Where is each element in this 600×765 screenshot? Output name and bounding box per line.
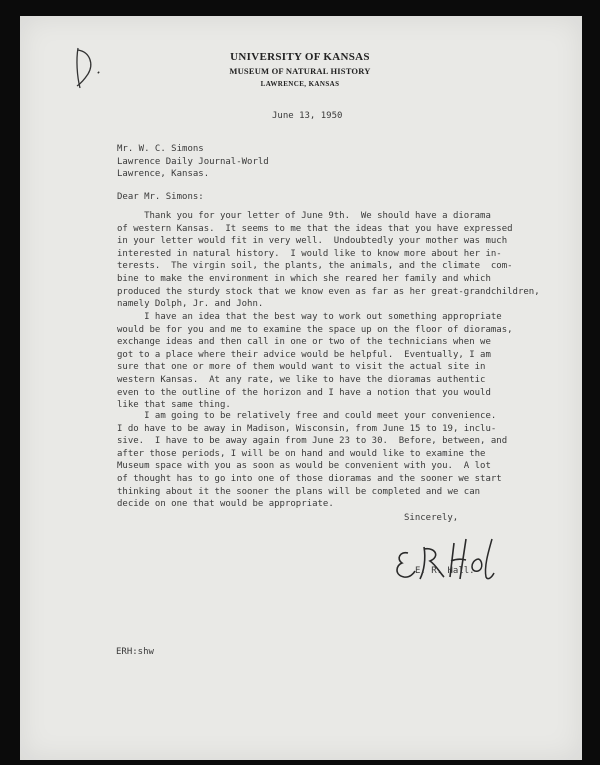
address-line: Lawrence Daily Journal-World xyxy=(117,156,269,167)
text-line: Museum space with you as soon as would be convenient with you. A lot xyxy=(117,461,491,472)
letterhead-city: LAWRENCE, KANSAS xyxy=(260,80,340,88)
text-line: of western Kansas. It seems to me that the ideas that you have expressed xyxy=(117,223,513,234)
text-line: I have an idea that the best way to work out something appropriate xyxy=(117,312,502,322)
paragraph-1 xyxy=(117,210,540,311)
text-line: in your letter would fit in very well. Undoubtedly your mother was much xyxy=(117,236,508,247)
letterhead-university: UNIVERSITY OF KANSAS xyxy=(230,51,370,63)
text-line: decide on one that would be appropriate. xyxy=(117,499,334,510)
text-line: thinking about it the sooner the plans will be completed and we can xyxy=(117,486,481,497)
text-line: terests. The virgin soil, the plants, the animals, and the climate com- xyxy=(117,261,513,272)
text-line: sure that one or more of them would want to visit the actual site in xyxy=(117,362,486,373)
handwritten-margin-mark xyxy=(68,42,110,92)
text-line: got to a place where their advice would be helpful. Eventually, I am xyxy=(117,349,491,360)
text-line: of thought has to go into one of those dioramas and the sooner we start xyxy=(117,473,502,484)
closing: Sincerely, xyxy=(404,513,459,523)
signer-name: E. R. Hall. xyxy=(415,566,475,576)
text-line: would be for you and me to examine the space up on the floor of dioramas, xyxy=(117,324,513,335)
text-line: after those periods, I will be on hand and would like to examine the xyxy=(117,448,486,459)
text-line: Thank you for your letter of June 9th. We should have a diorama xyxy=(117,211,491,221)
text-line: even to the outline of the horizon and I have a notion that you would xyxy=(117,387,491,398)
reference-initials: ERH:shw xyxy=(116,647,154,657)
text-line: produced the sturdy stock that we know even as far as her great-grandchildren, xyxy=(117,286,540,297)
letterhead-museum: MUSEUM OF NATURAL HISTORY xyxy=(229,66,371,76)
text-line: namely Dolph, Jr. and John. xyxy=(117,299,264,310)
paragraph-3 xyxy=(117,410,507,511)
text-line: interested in natural history. I would like to know more about her in- xyxy=(117,248,502,259)
text-line: I am going to be relatively free and could meet your convenience. xyxy=(117,411,497,421)
text-line: I do have to be away in Madison, Wisconsin, from June 15 to 19, inclu- xyxy=(117,423,497,434)
text-line: western Kansas. At any rate, we like to have the dioramas authentic xyxy=(117,374,486,385)
address-line: Mr. W. C. Simons xyxy=(117,144,204,154)
recipient-address xyxy=(117,143,269,181)
paragraph-2 xyxy=(117,311,513,412)
text-line: bine to make the environment in which she reared her family and which xyxy=(117,273,491,284)
text-line: like that same thing. xyxy=(117,400,231,411)
salutation: Dear Mr. Simons: xyxy=(117,192,204,202)
address-line: Lawrence, Kansas. xyxy=(117,169,210,180)
text-line: exchange ideas and then call in one or two of the technicians when we xyxy=(117,337,491,348)
text-line: sive. I have to be away again from June 23 to 30. Before, between, and xyxy=(117,436,508,447)
letter-date: June 13, 1950 xyxy=(272,111,343,121)
